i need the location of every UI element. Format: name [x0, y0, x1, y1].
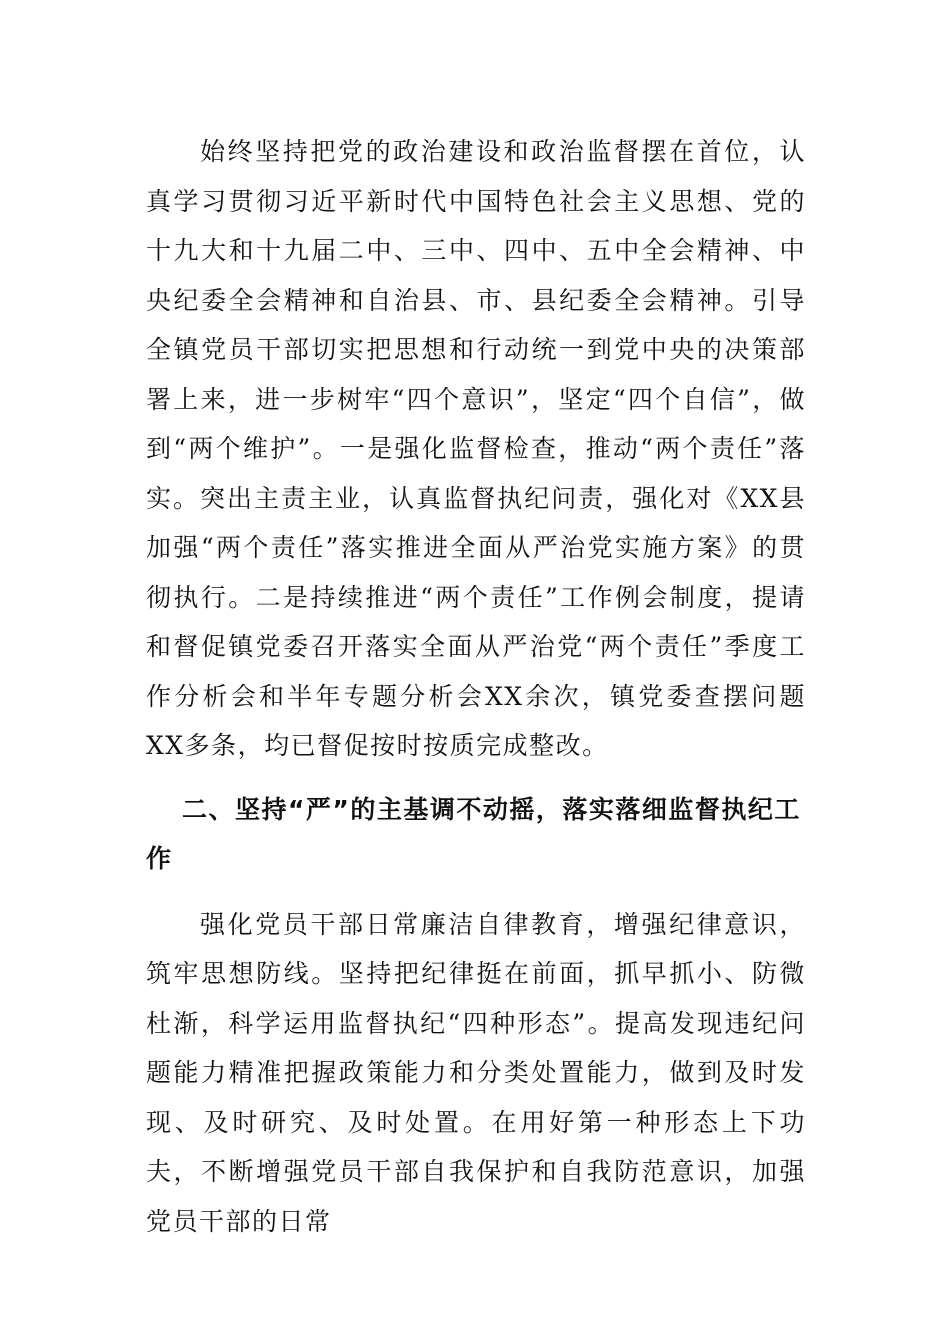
- body-paragraph: 始终坚持把党的政治建设和政治监督摆在首位，认真学习贯彻习近平新时代中国特色社会主义思想、党的十九大和十九届二中、三中、四中、五中全会精神、中央纪委全会精神和自治县、市、县纪委全会精神。引导全镇党员干部切实把思想和行动统一到党中央的决策部署上来，进一步树牢“四个意识”，坚定“四个自信”，做到“两个维护”。一是强化监督检查，推动“两个责任”落实。突出主责主业，认真监督执纪问责，强化对《XX县加强“两个责任”落实推进全面从严治党实施方案》的贯彻执行。二是持续推进“两个责任”工作例会制度，提请和督促镇党委召开落实全面从严治党“两个责任”季度工作分析会和半年专题分析会XX余次，镇党委查摆问题XX多条，均已督促按时按质完成整改。: [146, 137, 806, 760]
- section-heading: 二、坚持“严”的主基调不动摇，落实落细监督执纪工作: [146, 794, 801, 873]
- body-paragraph: 强化党员干部日常廉洁自律教育，增强纪律意识，筑牢思想防线。坚持把纪律挺在前面，抓早抓小、防微杜渐，科学运用监督执纪“四种形态”。提高发现违纪问题能力精准把握政策能力和分类处置能力，做到及时发现、及时研究、及时处置。在用好第一种形态上下功夫，不断增强党员干部自我保护和自我防范意识，加强党员干部的日常: [146, 909, 806, 1236]
- document-body: [146, 127, 806, 1246]
